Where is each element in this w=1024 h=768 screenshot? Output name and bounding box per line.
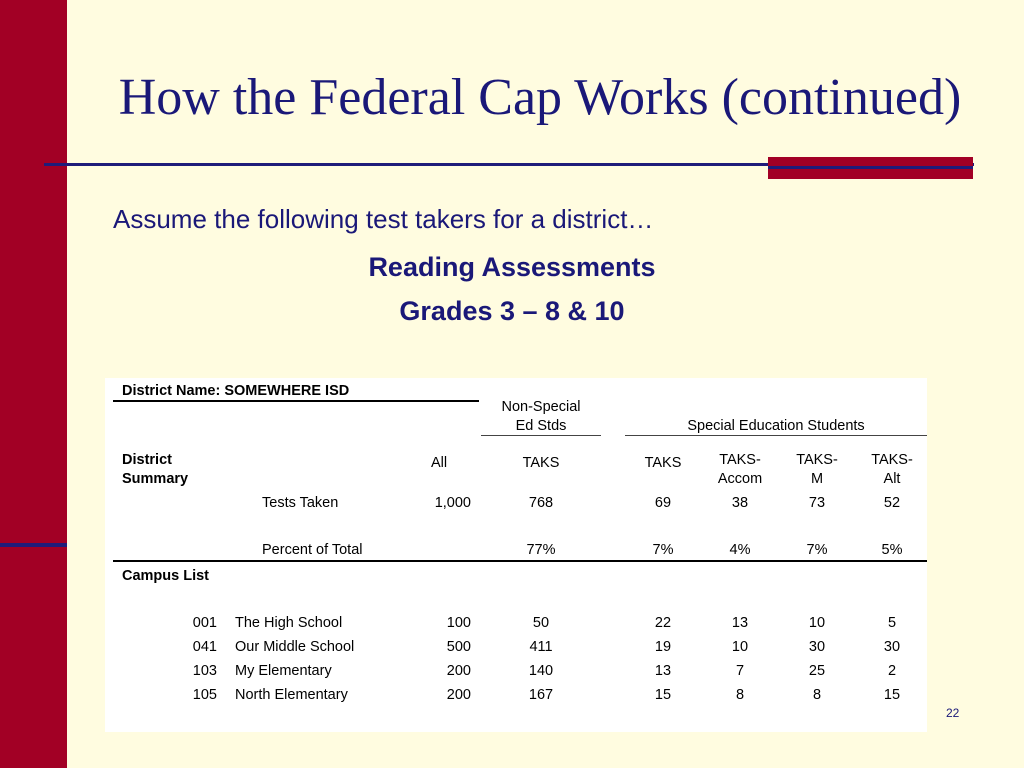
percent-total-alt: 5% (881, 542, 903, 558)
district-summary-line2: Summary (122, 471, 189, 487)
campus-accom: 10 (731, 639, 749, 655)
campus-sped-taks: 22 (654, 615, 672, 631)
campus-sped-taks: 15 (654, 687, 672, 703)
campus-taks: 167 (528, 687, 554, 703)
campus-taks: 140 (528, 663, 554, 679)
campus-alt: 30 (883, 639, 901, 655)
campus-all: 100 (446, 615, 471, 631)
campus-name: Our Middle School (235, 639, 355, 655)
col-header-sped-taks: TAKS (644, 455, 682, 471)
campus-code: 041 (192, 639, 217, 655)
district-summary-line1: District (122, 452, 172, 468)
campus-list-label: Campus List (122, 568, 210, 584)
group-sped-rule (625, 435, 927, 436)
campus-name: North Elementary (235, 687, 348, 703)
slide-subtitle: Assume the following test takers for a district… (113, 204, 654, 234)
group-non-sped-rule (481, 435, 601, 436)
campus-code: 105 (192, 687, 217, 703)
campus-m: 25 (808, 663, 826, 679)
campus-code: 001 (192, 615, 217, 631)
campus-m: 30 (808, 639, 826, 655)
title-rule-accent-line (768, 166, 973, 169)
col-header-alt-line1: TAKS- (871, 452, 913, 468)
tests-taken-taks: 768 (528, 495, 554, 511)
district-name: District Name: SOMEWHERE ISD (122, 383, 350, 399)
tests-taken-sped-taks: 69 (654, 495, 672, 511)
heading-grades: Grades 3 – 8 & 10 (399, 296, 625, 326)
campus-all: 500 (446, 639, 471, 655)
tests-taken-label: Tests Taken (262, 495, 339, 511)
page-number: 22 (946, 706, 960, 720)
col-header-accom-line2: Accom (717, 471, 763, 487)
campus-alt: 2 (887, 663, 897, 679)
campus-all: 200 (446, 663, 471, 679)
summary-bottom-rule (113, 560, 927, 562)
left-accent-bar (0, 0, 67, 768)
campus-taks: 50 (532, 615, 550, 631)
campus-accom: 7 (735, 663, 745, 679)
campus-sped-taks: 19 (654, 639, 672, 655)
percent-total-m: 7% (806, 542, 828, 558)
campus-accom: 8 (735, 687, 745, 703)
col-header-m-line1: TAKS- (796, 452, 838, 468)
col-header-alt-line2: Alt (883, 471, 901, 487)
col-header-all: All (430, 455, 448, 471)
col-header-accom-line1: TAKS- (719, 452, 761, 468)
percent-total-accom: 4% (729, 542, 751, 558)
campus-m: 8 (812, 687, 822, 703)
col-header-m-line2: M (810, 471, 824, 487)
campus-m: 10 (808, 615, 826, 631)
heading-reading-assessments: Reading Assessments (368, 252, 656, 282)
campus-all: 200 (446, 687, 471, 703)
data-table (105, 378, 927, 732)
percent-total-taks: 77% (526, 542, 556, 558)
tests-taken-m: 73 (808, 495, 826, 511)
group-sped: Special Education Students (687, 418, 865, 434)
percent-total-sped-taks: 7% (652, 542, 674, 558)
campus-name: The High School (235, 615, 343, 631)
campus-taks: 411 (529, 639, 553, 655)
percent-total-label: Percent of Total (262, 542, 363, 558)
tests-taken-alt: 52 (883, 495, 901, 511)
slide-title: How the Federal Cap Works (continued) (118, 69, 962, 126)
district-name-underline (113, 400, 479, 402)
campus-alt: 5 (887, 615, 897, 631)
col-header-taks: TAKS (522, 455, 560, 471)
campus-alt: 15 (883, 687, 901, 703)
group-non-sped-line2: Ed Stds (515, 418, 567, 434)
campus-accom: 13 (731, 615, 749, 631)
left-accent-line (0, 543, 67, 547)
group-non-sped-line1: Non-Special (501, 399, 581, 415)
tests-taken-all: 1,000 (434, 495, 471, 511)
campus-code: 103 (192, 663, 217, 679)
tests-taken-accom: 38 (731, 495, 749, 511)
campus-sped-taks: 13 (654, 663, 672, 679)
campus-name: My Elementary (235, 663, 332, 679)
